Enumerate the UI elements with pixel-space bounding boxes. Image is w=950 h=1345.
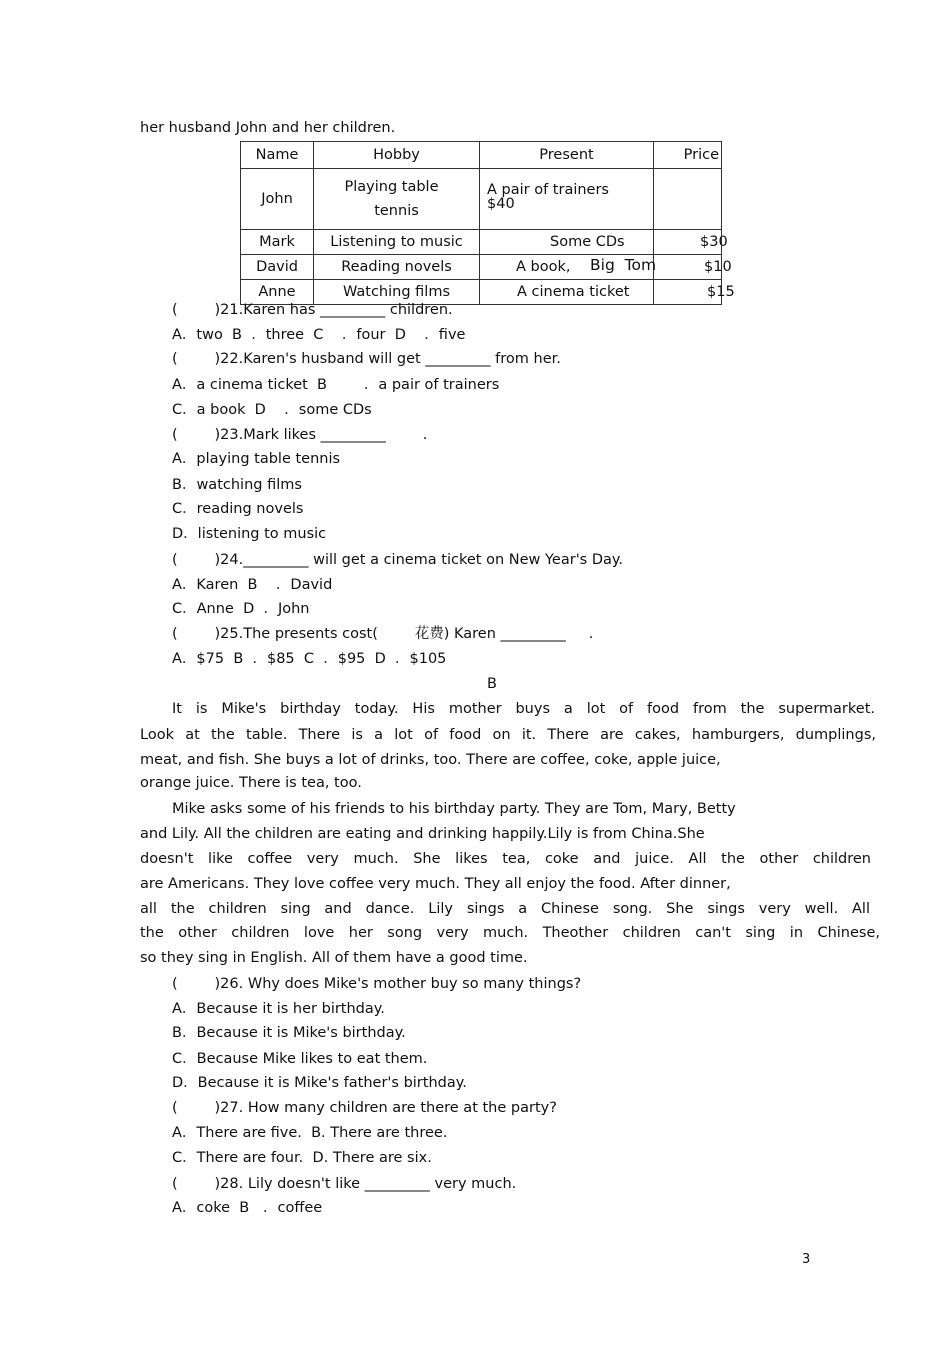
passage-p2-line2: and Lily. All the children are eating and drinking happily.Lily is from China.She	[140, 826, 705, 842]
row-name: Mark	[241, 230, 314, 255]
question-28: ( )28. Lily doesn't like _________ very much.	[172, 1176, 517, 1192]
row-hobby: Reading novels	[314, 255, 480, 280]
options-25: A．$75 B ．$85 C ．$95 D ．$105	[172, 651, 447, 667]
options-24-ab: A．Karen B ．David	[172, 577, 333, 593]
option-23-a: A．playing table tennis	[172, 451, 341, 467]
options-22-cd: C．a book D ．some CDs	[172, 402, 372, 418]
price-text: $40	[487, 196, 515, 212]
question-26: ( )26. Why does Mike's mother buy so many things?	[172, 976, 582, 992]
row-price	[654, 230, 728, 255]
question-22: ( )22.Karen's husband will get _________ from her.	[172, 351, 561, 367]
present-text: Some CDs	[550, 234, 625, 250]
present-extra-text: Big Tom	[590, 256, 657, 274]
table-header-row	[241, 142, 722, 169]
present-text: A book,	[516, 259, 571, 275]
passage-p1-line3: meat, and fish. She buys a lot of drinks, too. There are coffee, coke, apple juice,	[140, 752, 721, 768]
row-present	[480, 255, 657, 280]
option-23-c: C．reading novels	[172, 501, 304, 517]
hobby-line-2: tennis	[374, 203, 419, 219]
row-present	[480, 169, 654, 230]
row-price	[654, 280, 735, 305]
question-27: ( )27. How many children are there at the party?	[172, 1100, 557, 1116]
price-text: $30	[700, 234, 728, 250]
present-text: A cinema ticket	[517, 284, 630, 300]
passage-p2-line4: are Americans. They love coffee very much. They all enjoy the food. After dinner,	[140, 876, 731, 892]
passage-p2-line6: the other children love her song very much. Theother children can't sing in Chinese,	[140, 925, 880, 941]
price-text: $10	[704, 259, 732, 275]
header-hobby: Hobby	[314, 142, 480, 169]
options-21: A．two B ．three C ．four D ．five	[172, 327, 466, 343]
row-price	[654, 255, 732, 280]
row-hobby	[314, 169, 480, 230]
question-25: ( )25.The presents cost( 花费) Karen _________ .	[172, 626, 594, 642]
question-24: ( )24._________ will get a cinema ticket on New Year's Day.	[172, 552, 624, 568]
option-26-b: B．Because it is Mike's birthday.	[172, 1025, 406, 1041]
row-present	[480, 230, 654, 255]
option-26-c: C．Because Mike likes to eat them.	[172, 1051, 428, 1067]
passage-p2-line1: Mike asks some of his friends to his birthday party. They are Tom, Mary, Betty	[172, 801, 736, 817]
option-23-d: D．listening to music	[172, 526, 327, 542]
passage-p1-line4: orange juice. There is tea, too.	[140, 775, 362, 791]
row-name: John	[241, 169, 314, 230]
passage-p1-line2: Look at the table. There is a lot of food on it. There are cakes, hamburgers, dumplings,	[140, 727, 876, 743]
options-27-cd: C．There are four. D. There are six.	[172, 1150, 432, 1166]
options-24-cd: C．Anne D ．John	[172, 601, 310, 617]
section-b-heading: B	[487, 676, 497, 692]
passage-p2-line5: all the children sing and dance. Lily sings a Chinese song. She sings very well. All	[140, 901, 870, 917]
header-price: Price	[654, 142, 722, 169]
header-name: Name	[241, 142, 314, 169]
options-22-ab: A．a cinema ticket B ．a pair of trainers	[172, 377, 500, 393]
header-present: Present	[480, 142, 654, 169]
presents-table	[240, 141, 735, 305]
row-price-empty	[654, 169, 722, 230]
page-number: 3	[802, 1252, 811, 1267]
hobby-line-1: Playing table	[344, 179, 439, 195]
row-present	[480, 280, 654, 305]
present-text: A pair of trainers	[487, 182, 609, 198]
row-name: David	[241, 255, 314, 280]
row-hobby: Watching films	[314, 280, 480, 305]
row-name: Anne	[241, 280, 314, 305]
passage-p1-line1: It is Mike's birthday today. His mother buys a lot of food from the supermarket.	[172, 701, 875, 717]
options-28-ab: A．coke B ．coffee	[172, 1200, 323, 1216]
options-27-ab: A．There are five. B. There are three.	[172, 1125, 448, 1141]
passage-p2-line3: doesn't like coffee very much. She likes tea, coke and juice. All the other children	[140, 851, 871, 867]
intro-line: her husband John and her children.	[140, 120, 396, 136]
table-row	[241, 255, 722, 280]
question-21: ( )21.Karen has _________ children.	[172, 302, 453, 318]
option-26-a: A．Because it is her birthday.	[172, 1001, 385, 1017]
table-row	[241, 230, 722, 255]
table-row	[241, 169, 722, 230]
option-23-b: B．watching films	[172, 477, 302, 493]
row-hobby: Listening to music	[314, 230, 480, 255]
price-text: $15	[707, 284, 735, 300]
option-26-d: D．Because it is Mike's father's birthday.	[172, 1075, 467, 1091]
passage-p2-line7: so they sing in English. All of them have a good time.	[140, 950, 528, 966]
question-23: ( )23.Mark likes _________ .	[172, 427, 428, 443]
